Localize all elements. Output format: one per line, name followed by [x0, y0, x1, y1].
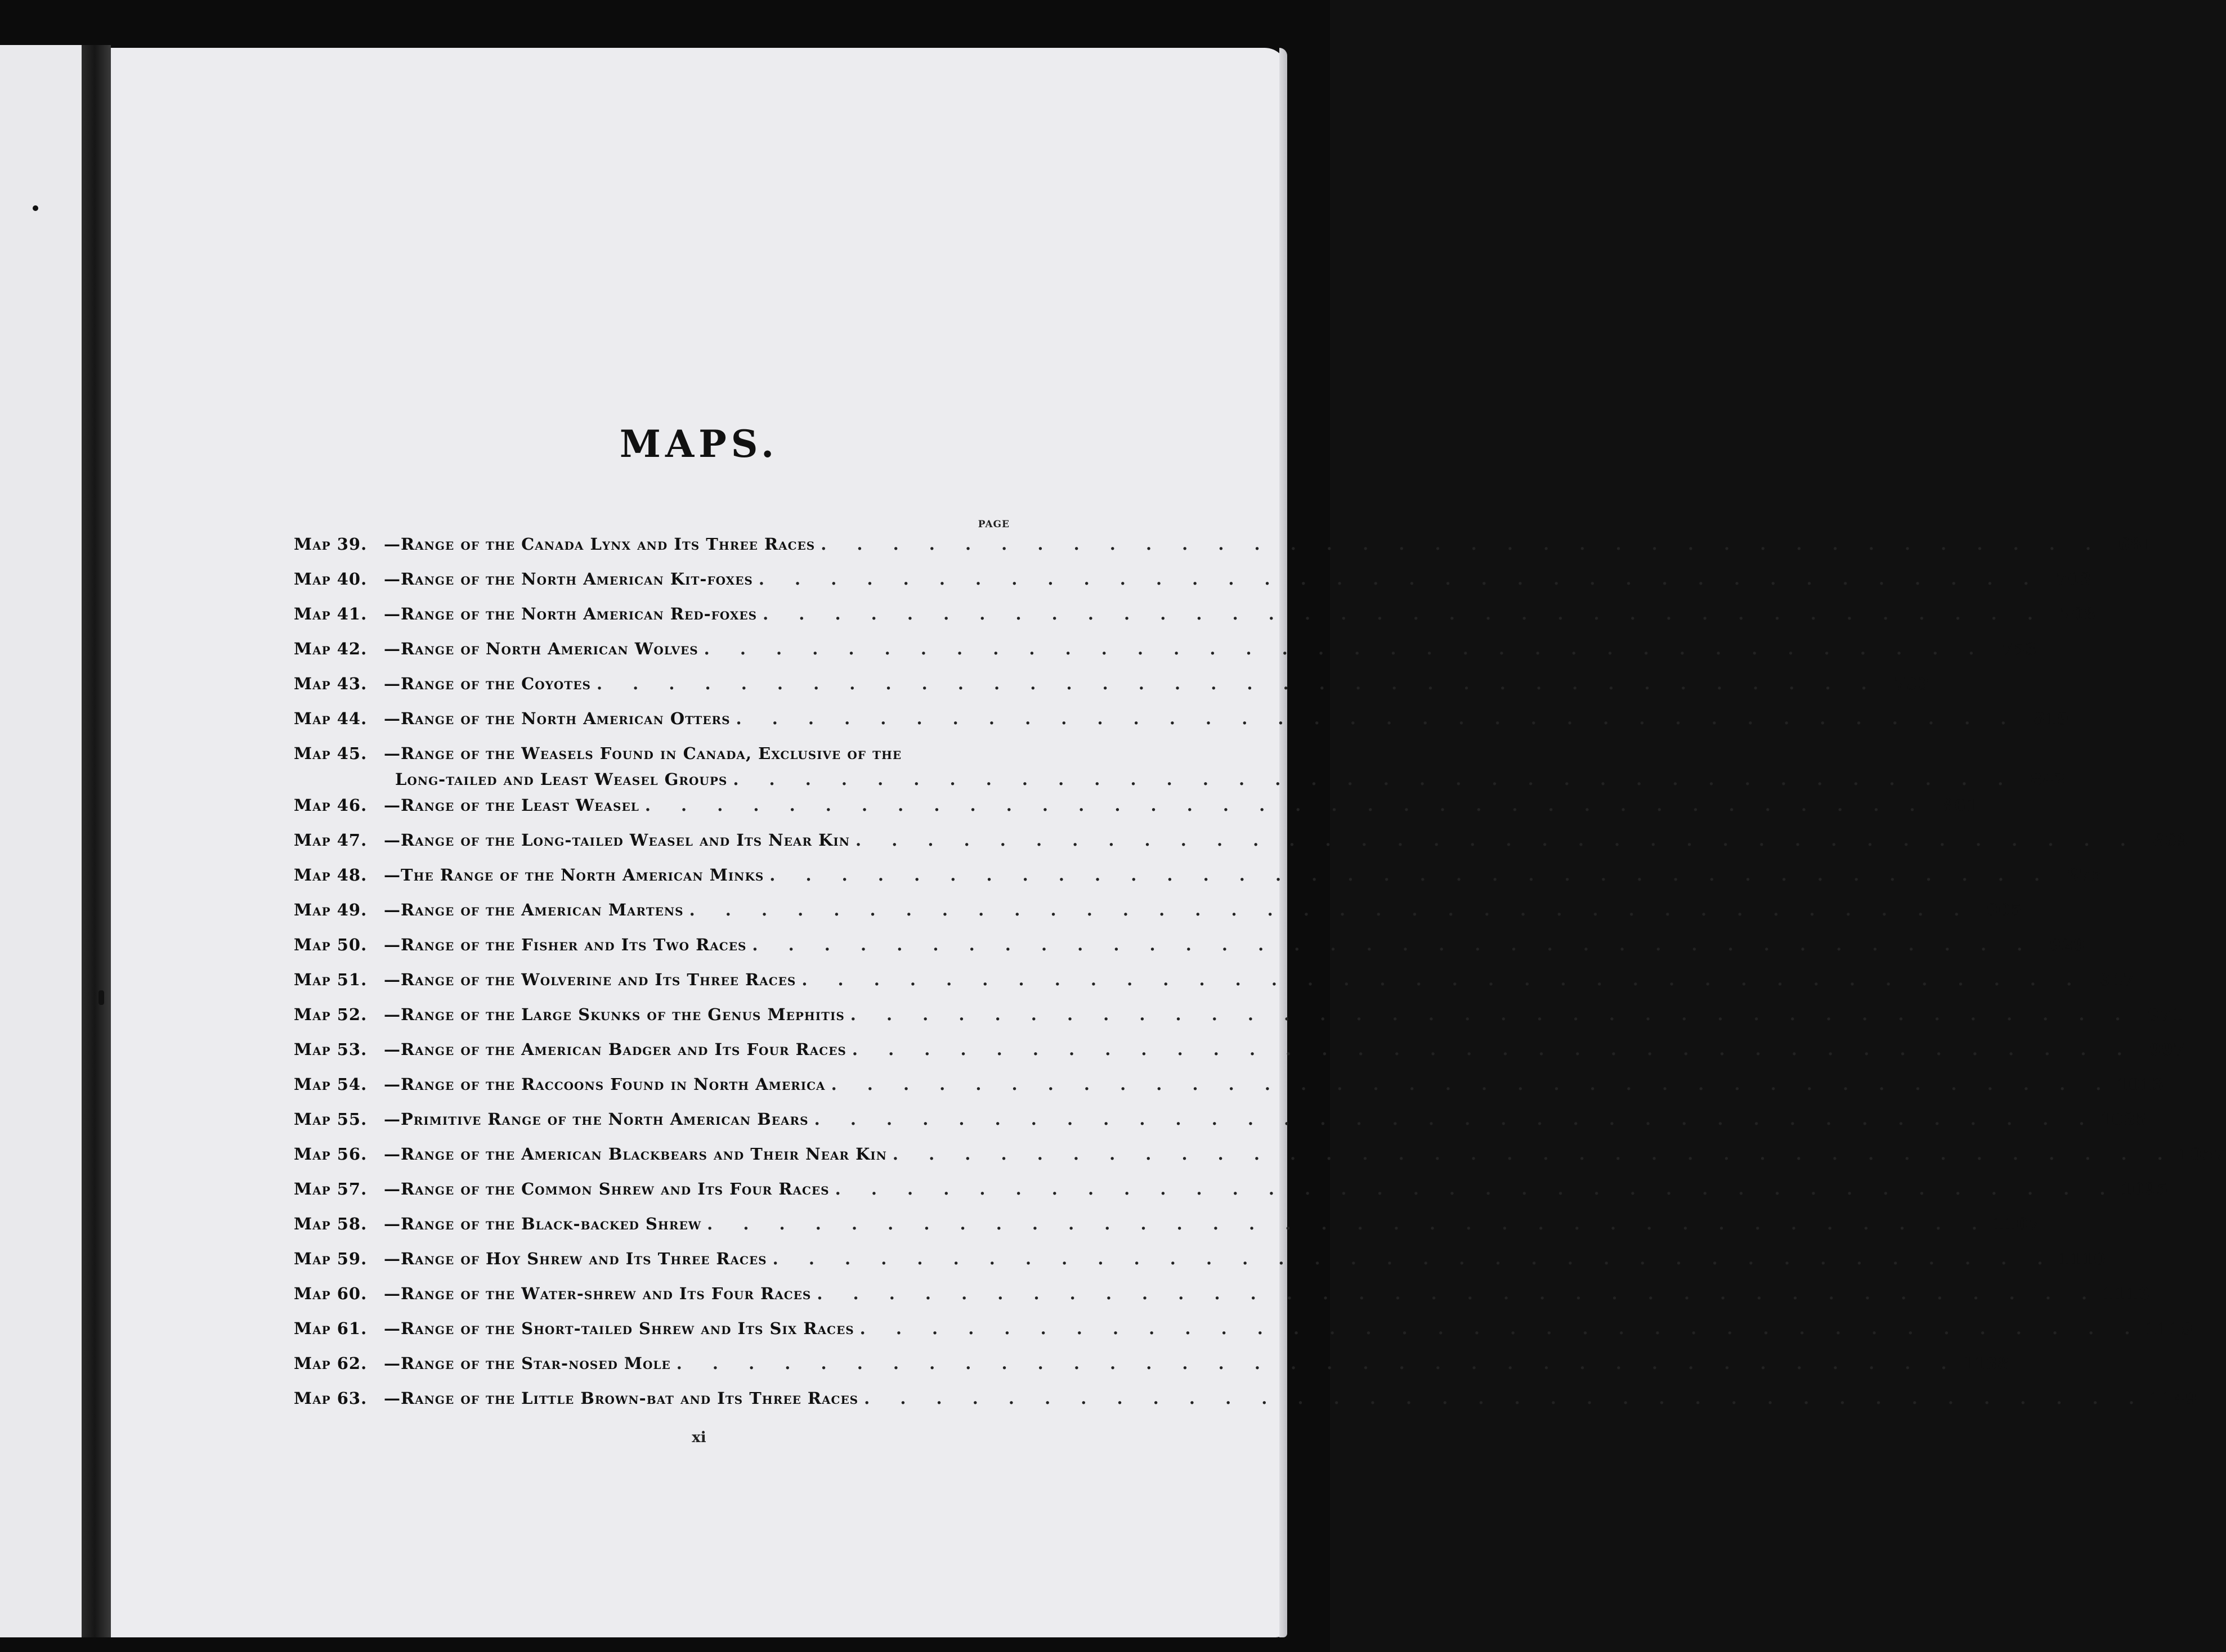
- entry-title: —Range of the Coyotes: [384, 674, 591, 693]
- entry-title: —Range of Hoy Shrew and Its Three Races: [384, 1249, 767, 1268]
- map-number: Map 62.: [294, 1354, 368, 1373]
- entry-title: —Range of the Raccoons Found in North America: [384, 1075, 826, 1094]
- map-number: Map 48.: [294, 865, 368, 885]
- page-number: 703: [2056, 569, 2092, 589]
- map-number: Map 53.: [294, 1040, 368, 1059]
- page-number: 1057: [2178, 1144, 2226, 1164]
- dot-leader: . . . . . . . . . . . . . . . . . . . . . . . . . . . . . . . . . . . .: [596, 674, 1879, 693]
- toc-entry: [294, 1319, 2193, 1354]
- dot-leader: . . . . . . . . . . . . . . . . . . . . . . . . . . . . . . . . . . . .: [814, 1110, 2097, 1129]
- book-binding: [82, 45, 111, 1637]
- toc-entry: [294, 831, 2189, 865]
- entry-title: —Range of the Common Shrew and Its Four Races: [384, 1179, 830, 1198]
- page-title: MAPS.: [619, 422, 779, 466]
- page-number: 1107: [1992, 1214, 2041, 1233]
- ink-speck: [98, 990, 104, 1005]
- dot-leader: . . . . . . . . . . . . . . . . . . . . . . . . . . . . . . . . . . . .: [707, 1214, 1990, 1233]
- map-number: Map 54.: [294, 1075, 368, 1094]
- page-number: 869: [2153, 831, 2189, 850]
- page-number: 947: [2099, 970, 2135, 989]
- map-number: Map 50.: [294, 935, 368, 954]
- page-folio: xi: [692, 1429, 706, 1446]
- map-number: Map 43.: [294, 674, 368, 693]
- dot-leader: . . . . . . . . . . . . . . . . . . . . . . . . . . . . . . . . . . . .: [859, 1319, 2143, 1338]
- map-number: Map 46.: [294, 796, 368, 815]
- dot-leader: . . . . . . . . . . . . . . . . . . . . . . . . . . . . . . . . . . . .: [763, 604, 2045, 623]
- dot-leader: . . . . . . . . . . . . . . . . . . . . . . . . . . . . . . . . . . . .: [821, 535, 2104, 554]
- entry-title: —Range of the Least Weasel: [384, 796, 639, 815]
- map-number: Map 61.: [294, 1319, 368, 1338]
- map-number: Map 56.: [294, 1144, 368, 1164]
- toc-entry: [294, 1144, 2226, 1179]
- entry-title: —Range of the North American Kit-foxes: [384, 569, 753, 589]
- dot-leader: . . . . . . . . . . . . . . . . . . . . . . . . . . . . . . . . . . . .: [801, 970, 2085, 989]
- page-number: 793: [1894, 674, 1930, 693]
- page-number: 1095: [2120, 1179, 2169, 1198]
- dot-leader: . . . . . . . . . . . . . . . . . . . . . . . . . . . . . . . . . . . .: [689, 900, 1972, 919]
- entry-title: —Range of the Long-tailed Weasel and Its Near Kin: [384, 831, 850, 850]
- entry-title: —The Range of the North American Minks: [384, 865, 764, 885]
- map-number: Map 47.: [294, 831, 368, 850]
- toc-entry: [294, 1354, 2010, 1389]
- entry-title: —Range of the American Blackbears and Their Near Kin: [384, 1144, 887, 1164]
- entry-title: —Range of the Little Brown-bat and Its Three Races: [384, 1389, 859, 1408]
- toc-entry: [294, 1005, 2184, 1040]
- entry-title: —Range of the Short-tailed Shrew and Its Six Races: [384, 1319, 854, 1338]
- toc-entry: [294, 639, 2037, 674]
- toc-entry: [294, 1249, 2106, 1284]
- document-page: [111, 48, 2226, 1637]
- entry-title: —Primitive Range of the North American Bears: [384, 1110, 809, 1129]
- dot-leader: . . . . . . . . . . . . . . . . . . . . . . . . . . . . . . . . . . . .: [831, 1075, 2114, 1094]
- entry-title-block: [384, 744, 2066, 789]
- dot-leader: . . . . . . . . . . . . . . . . . . . . . . . . . . . . . . . . . . . .: [769, 865, 2053, 885]
- page-number: 842: [2030, 770, 2067, 789]
- map-number: Map 52.: [294, 1005, 368, 1024]
- page-number: 708: [2060, 604, 2096, 623]
- page-number: 1110: [2058, 1249, 2106, 1268]
- toc-entry: [294, 709, 2070, 744]
- map-number: Map 42.: [294, 639, 368, 658]
- toc-entry: [294, 900, 2023, 935]
- entry-title: —Range of the Star-nosed Mole: [384, 1354, 671, 1373]
- map-number: Map 57.: [294, 1179, 368, 1198]
- dot-leader: . . . . . . . . . . . . . . . . . . . . . . . . . . . . . . . . . . . .: [850, 1005, 2133, 1024]
- dot-leader: . . . . . . . . . . . . . . . . . . . . . . . . . . . . . . . . . . . .: [817, 1284, 2100, 1303]
- toc-entry: [294, 569, 2092, 604]
- toc-entry: [294, 1075, 2165, 1110]
- dot-leader: . . . . . . . . . . . . . . . . . . . . . . . . . . . . . . . . . . . .: [864, 1389, 2147, 1408]
- map-number: Map 49.: [294, 900, 368, 919]
- map-number: Map 51.: [294, 970, 368, 989]
- page-column-label: PAGE: [978, 519, 1010, 530]
- page-number: 861: [1942, 796, 1978, 815]
- page-number: 1119: [2145, 1319, 2193, 1338]
- toc-entry: [294, 935, 2086, 970]
- dot-leader: . . . . . . . . . . . . . . . . . . . . . . . . . . . . . . . . . . . .: [852, 1040, 2135, 1059]
- page-number: 1035: [2099, 1110, 2148, 1129]
- page-number: 819: [2033, 709, 2070, 728]
- entry-title: —Range of the North American Otters: [384, 709, 731, 728]
- entry-title: —Range of the Canada Lynx and Its Three Races: [384, 535, 816, 554]
- dot-leader: . . . . . . . . . . . . . . . . . . . . . . . . . . . . . . . . . . . .: [736, 709, 2019, 728]
- page-number: 929: [2049, 935, 2086, 954]
- page-number: 681: [2118, 535, 2155, 554]
- toc-entry: [294, 1284, 2151, 1319]
- entry-title: —Range of the American Badger and Its Four Races: [384, 1040, 846, 1059]
- page-number: 753: [2001, 639, 2037, 658]
- entry-title: —Range of the Large Skunks of the Genus Mephitis: [384, 1005, 845, 1024]
- dot-leader: . . . . . . . . . . . . . . . . . . . . . . . . . . . . . . . . . . . .: [772, 1249, 2055, 1268]
- page-number: 875: [2067, 865, 2103, 885]
- toc-entry: [294, 1040, 2185, 1075]
- entry-title: —Range of North American Wolves: [384, 639, 698, 658]
- toc-entry: [294, 604, 2096, 639]
- dot-leader: . . . . . . . . . . . . . . . . . . . . . . . . . . . . . . . . . . . .: [758, 569, 2041, 589]
- toc-entry: [294, 970, 2135, 1005]
- page-number: 1013: [2116, 1075, 2165, 1094]
- page-number: 1113: [2102, 1284, 2151, 1303]
- map-number: Map 39.: [294, 535, 368, 554]
- dot-leader: . . . . . . . . . . . . . . . . . . . . . . . . . . . . . . . . . . . .: [892, 1144, 2175, 1164]
- page-number: 1149: [2149, 1389, 2197, 1408]
- toc-entry: [294, 796, 1978, 831]
- dot-leader: . . . . . . . . . . . . . . . . . . . . . . . . . . . . . . . . . . . .: [676, 1354, 1959, 1373]
- toc-entry: [294, 744, 2067, 796]
- page-number: 971: [2148, 1005, 2184, 1024]
- map-number: Map 45.: [294, 744, 368, 763]
- page-number: 1138: [1961, 1354, 2010, 1373]
- map-number: Map 59.: [294, 1249, 368, 1268]
- toc-entry: [294, 865, 2103, 900]
- page-number: 997: [2149, 1040, 2185, 1059]
- map-number: Map 44.: [294, 709, 368, 728]
- toc-entry: [294, 1110, 2148, 1144]
- map-number: Map 55.: [294, 1110, 368, 1129]
- map-number: Map 63.: [294, 1389, 368, 1408]
- map-number: Map 40.: [294, 569, 368, 589]
- dot-leader: . . . . . . . . . . . . . . . . . . . . . . . . . . . . . . . . . . . .: [733, 770, 2016, 789]
- entry-title-continued: Long-tailed and Least Weasel Groups: [395, 770, 728, 789]
- entry-title: —Range of the Wolverine and Its Three Races: [384, 970, 796, 989]
- map-number: Map 60.: [294, 1284, 368, 1303]
- entry-title: —Range of the Water-shrew and Its Four Races: [384, 1284, 812, 1303]
- dot-leader: . . . . . . . . . . . . . . . . . . . . . . . . . . . . . . . . . . . .: [835, 1179, 2118, 1198]
- entry-title: —Range of the North American Red-foxes: [384, 604, 758, 623]
- entry-title: —Range of the Black-backed Shrew: [384, 1214, 702, 1233]
- ink-speck: [33, 205, 38, 211]
- toc-entry: [294, 1179, 2169, 1214]
- page-number: 905: [1986, 900, 2023, 919]
- entry-title: —Range of the American Martens: [384, 900, 684, 919]
- toc-entry: [294, 674, 1930, 709]
- dot-leader: . . . . . . . . . . . . . . . . . . . . . . . . . . . . . . . . . . . .: [856, 831, 2138, 850]
- entry-title: —Range of the Weasels Found in Canada, Exclusive of the: [384, 744, 902, 763]
- maps-list: [294, 535, 2226, 1424]
- dot-leader: . . . . . . . . . . . . . . . . . . . . . . . . . . . . . . . . . . . .: [644, 796, 1928, 815]
- map-number: Map 41.: [294, 604, 368, 623]
- dot-leader: . . . . . . . . . . . . . . . . . . . . . . . . . . . . . . . . . . . .: [752, 935, 2035, 954]
- map-number: Map 58.: [294, 1214, 368, 1233]
- entry-title: —Range of the Fisher and Its Two Races: [384, 935, 747, 954]
- toc-entry: [294, 1389, 2197, 1424]
- dot-leader: . . . . . . . . . . . . . . . . . . . . . . . . . . . . . . . . . . . .: [704, 639, 1987, 658]
- toc-entry: [294, 535, 2155, 569]
- toc-entry: [294, 1214, 2041, 1249]
